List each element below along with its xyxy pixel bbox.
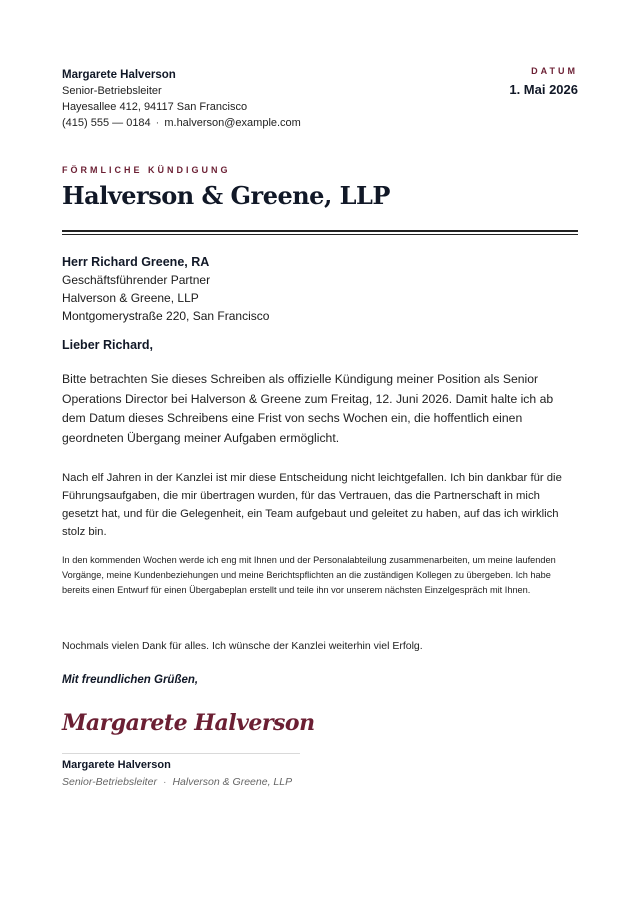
recipient-block [62, 253, 269, 325]
paragraph-2: Nach elf Jahren in der Kanzlei ist mir diese Entscheidung nicht leichtgefallen. Ich bin dankbar für die Führungsaufgaben, die mir übertragen wurden, für das Vertrauen, das die Partnerschaft in mich gesetzt hat, und für die Gelegenheit, ein Team aufgebaut und geleitet zu haben, auf das ich wirklich stolz bin. [62, 472, 562, 538]
letter-page [62, 0, 578, 905]
salutation: Lieber Richard, [62, 338, 153, 352]
paragraph-4: Nochmals vielen Dank für alles. Ich wünsche der Kanzlei weiterhin viel Erfolg. [62, 640, 423, 652]
paragraph-3: In den kommenden Wochen werde ich eng mit Ihnen und der Personalabteilung zusammenarbeiten, um meine laufenden Vorgänge, meine Kundenbeziehungen und meine Berichtspflichten an die zuständigen Kollegen zu übergeben. Ich habe bereits einen Entwurf für einen Übergabeplan erstellt und teile ihn vor unserem nächsten Einzelgespräch mit Ihnen. [62, 555, 556, 596]
recipient-name: Herr Richard Greene, RA [62, 255, 210, 269]
date-label: DATUM [531, 66, 578, 76]
recipient-role: Geschäftsführender Partner [62, 273, 211, 287]
signature-company: Halverson & Greene, LLP [172, 776, 293, 788]
contact-separator: · [155, 117, 160, 129]
header-rule-thin [62, 234, 578, 235]
sender-address: Hayesallee 412, 94117 San Francisco [62, 101, 248, 113]
signature-name: Margarete Halverson [62, 759, 171, 771]
firm-heading: Halverson & Greene, LLP [62, 181, 390, 210]
recipient-address: Montgomerystraße 220, San Francisco [62, 309, 270, 323]
signature-meta [62, 776, 292, 788]
signature-title: Senior-Betriebsleiter [62, 776, 157, 788]
signature-script: Margarete Halverson [62, 710, 315, 736]
signature-rule [62, 753, 300, 754]
sender-phone: (415) 555 — 0184 [62, 117, 151, 129]
document-kicker: FÖRMLICHE KÜNDIGUNG [62, 165, 231, 175]
header-rule-thick [62, 230, 578, 232]
recipient-company: Halverson & Greene, LLP [62, 291, 199, 305]
paragraph-1: Bitte betrachten Sie dieses Schreiben als offizielle Kündigung meiner Position als Senior Operations Director bei Halverson & Greene zum Freitag, 12. Juni 2026. Damit halte ich ab dem Datum dieses Schreibens eine Frist von sechs Wochen ein, die hoffentlich einen geordneten Übergang meiner Aufgaben ermöglicht. [62, 372, 554, 445]
sender-title: Senior-Betriebsleiter [62, 85, 162, 97]
sender-contact [62, 115, 301, 131]
sender-email[interactable]: m.halverson@example.com [164, 117, 301, 129]
closing-line: Mit freundlichen Grüßen, [62, 674, 199, 686]
date-block [509, 66, 578, 97]
sender-name: Margarete Halverson [62, 69, 176, 81]
sender-block [62, 67, 301, 131]
signature-separator: · [162, 776, 167, 788]
date-value: 1. Mai 2026 [509, 82, 578, 97]
